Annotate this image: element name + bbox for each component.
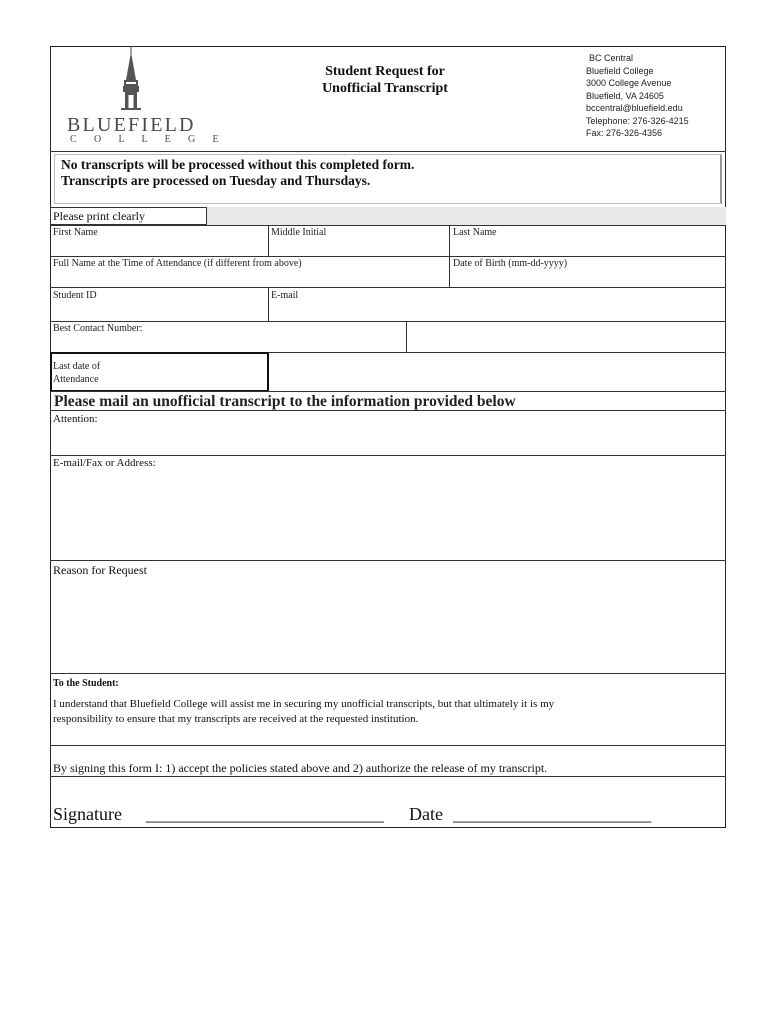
contact-telephone: Telephone: 276-326-4215 (586, 115, 689, 126)
email-label: E-mail (271, 290, 299, 301)
contact-office: BC Central (589, 53, 634, 63)
mail-heading: Please mail an unofficial transcript to the information provided below (54, 393, 516, 410)
full-name-attendance-label: Full Name at the Time of Attendance (if different from above) (53, 258, 302, 269)
logo-wordmark: BLUEFIELD (67, 114, 196, 136)
contact-street: 3000 College Avenue (586, 78, 672, 88)
divider (50, 151, 726, 152)
last-name-field[interactable] (450, 226, 725, 255)
signature-line[interactable]: ___________________________ (146, 804, 384, 824)
last-date-label: Last date of Attendance (53, 361, 101, 385)
last-date-field[interactable] (270, 353, 725, 391)
student-agreement-text: I understand that Bluefield College will assist me in securing my unofficial transcripts, but that ultimately it is my responsibility to ensure that my transcripts are received at the requested institution. (53, 698, 555, 725)
best-contact-label: Best Contact Number: (53, 323, 143, 334)
form-title-line1: Student Request for (325, 64, 445, 79)
last-name-label: Last Name (453, 227, 497, 238)
best-contact-field[interactable] (51, 322, 406, 352)
reason-label: Reason for Request (53, 563, 147, 577)
best-contact-extra-field[interactable] (407, 322, 725, 352)
contact-city: Bluefield, VA 24605 (586, 90, 664, 101)
email-field[interactable] (269, 288, 725, 320)
dob-field[interactable] (450, 257, 725, 286)
signature-label: Signature (53, 804, 122, 824)
attention-label: Attention: (53, 413, 98, 425)
contact-block (586, 52, 689, 140)
first-name-label: First Name (53, 227, 98, 238)
middle-initial-field[interactable] (269, 226, 449, 255)
first-name-field[interactable] (51, 226, 268, 255)
contact-email: bccentral@bluefield.edu (586, 103, 683, 113)
notice-text: No transcripts will be processed without this completed form. Transcripts are processed on Tuesday and Thursdays. (61, 157, 415, 188)
email-fax-address-field[interactable] (51, 456, 725, 558)
contact-college: Bluefield College (586, 65, 654, 76)
form-title-line2: Unofficial Transcript (322, 81, 448, 96)
divider (50, 673, 726, 674)
full-name-attendance-field[interactable] (51, 257, 449, 286)
divider (50, 745, 726, 746)
student-id-field[interactable] (51, 288, 268, 320)
signing-statement: By signing this form I: 1) accept the policies stated above and 2) authorize the release of my transcript. (53, 761, 548, 775)
print-clearly-label: Please print clearly (53, 209, 145, 223)
student-id-label: Student ID (53, 290, 97, 301)
date-line[interactable]: _______________________ (453, 804, 651, 824)
logo-subtitle: C O L L E G E (70, 134, 227, 145)
attention-field[interactable] (51, 411, 725, 453)
reason-field[interactable] (51, 561, 725, 671)
dob-label: Date of Birth (mm-dd-yyyy) (453, 258, 568, 269)
divider (50, 776, 726, 777)
date-label: Date (409, 804, 443, 824)
to-student-heading: To the Student: (53, 678, 119, 689)
contact-fax: Fax: 276-326-4356 (586, 128, 663, 138)
divider (50, 391, 726, 392)
email-fax-address-label: E-mail/Fax or Address: (53, 457, 156, 469)
middle-initial-label: Middle Initial (271, 227, 327, 238)
